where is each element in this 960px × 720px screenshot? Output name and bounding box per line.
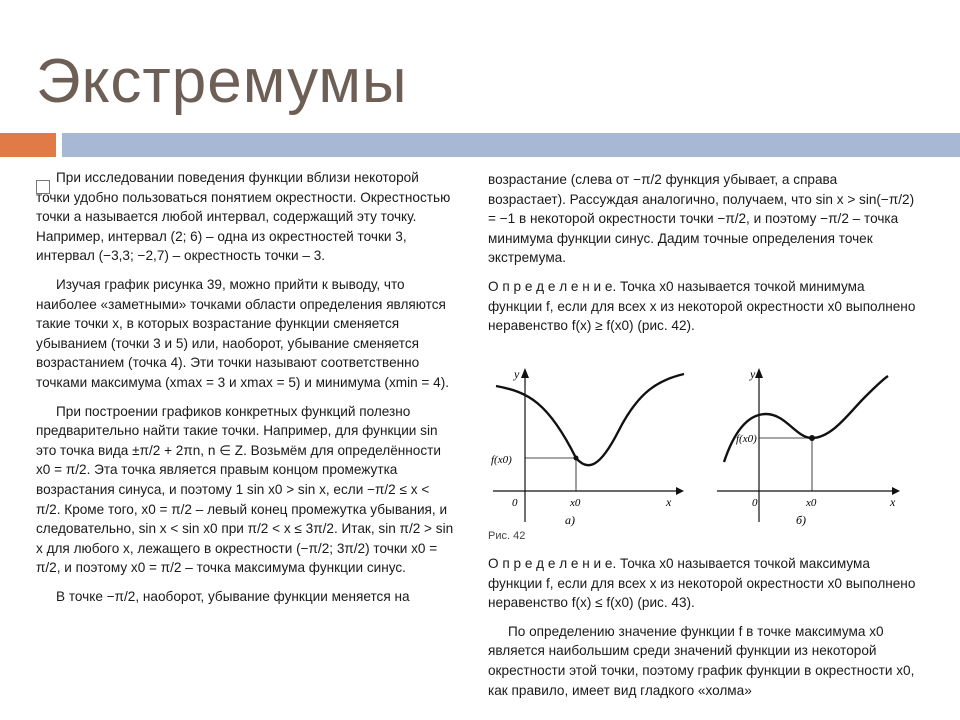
left-column	[36, 168, 456, 615]
origin-label: 0	[752, 497, 758, 509]
right-column-lower	[488, 554, 918, 709]
accent-bar-blue	[62, 133, 960, 157]
left-paragraph-1: При исследовании поведения функции вблизи некоторой точки удобно пользоваться понятием окрестности. Окрестностью точки a называется любой интервал, содержащий эту точку. Например, интервал (2; 6) – одна из окрестностей точки 3, интервал (−3,3; −2,7) – окрестность точки – 3.	[36, 170, 451, 264]
origin-label: 0	[512, 497, 518, 509]
x-label: x	[890, 495, 896, 509]
y-axis-arrow-icon	[521, 368, 529, 378]
left-paragraph-3: При построении графиков конкретных функций полезно предварительно найти такие точки. Например, для функции sin это точка вида ±π/2 + 2πn, n ∈ Z. Возьмём для определённости x0 = π/2. Эта точка является правым концом промежутка возрастания синуса, и поэтому 1 sin x0 > sin x, если −π/2 ≤ x < π/2. Кроме того, x0 = π/2 – левый конец промежутка убывания, и следовательно, sin x < sin x0 при π/2 < x ≤ 3π/2. Итак, sin π/2 > sin x для любого x, лежащего в окрестности (−π/2; 3π/2) точки x0 = π/2, и поэтому x0 = π/2 – точка максимума функции синус.	[36, 403, 454, 576]
extremum-point	[574, 456, 579, 461]
graph-letter: а)	[565, 513, 575, 527]
x-axis-arrow-icon	[676, 487, 684, 495]
graph-maximum	[712, 362, 917, 532]
x0-label: x0	[570, 497, 581, 509]
graph-minimum	[488, 362, 693, 532]
left-paragraph-4: В точке −π/2, наоборот, убывание функции меняется на	[56, 588, 410, 604]
right-paragraph-1: возрастание (слева от −π/2 функция убывает, а справа возрастает). Рассуждая аналогично, получаем, что sin x > sin(−π/2) = −1 в некоторой окрестности точки −π/2, и поэтому −π/2 – точка минимума функции синус. Дадим точные определения точек экстремума.	[488, 172, 915, 266]
curve	[724, 376, 888, 462]
definition-maximum: О п р е д е л е н и е. Точка x0 называется точкой максимума функции f, если для всех x из некоторой окрестности x0 выполнено неравенство f(x) ≤ f(x0) (рис. 43).	[488, 556, 916, 611]
y-axis-arrow-icon	[755, 368, 763, 378]
right-column	[488, 170, 918, 345]
curve	[496, 374, 684, 465]
figure-caption: Рис. 42	[488, 530, 526, 542]
fx0-label: f(x0)	[736, 433, 757, 445]
left-paragraph-2: Изучая график рисунка 39, можно прийти к выводу, что наиболее «заметными» точками области определения являются такие точки x, в которых возрастание функции сменяется убыванием (точки 3 и 5) или, наоборот, убывание сменяется возрастанием (точка 4). Эти точки называют соответственно точками максимума (xmax = 3 и xmax = 5) и минимума (xmin = 4).	[36, 276, 450, 390]
y-label: y	[514, 367, 520, 381]
graph-letter: б)	[796, 513, 807, 527]
fx0-label: f(x0)	[491, 454, 512, 466]
slide-title: Экстремумы	[36, 47, 408, 116]
extremum-point	[809, 435, 815, 441]
accent-bar-orange	[0, 133, 56, 157]
x0-label: x0	[806, 497, 817, 509]
y-label: y	[750, 367, 756, 381]
right-paragraph-last: По определению значение функции f в точке максимума x0 является наибольшим среди значений функции из некоторой окрестности этой точки, поэтому график функции в окрестности x0, как правило, имеет вид гладкого «холма»	[488, 623, 915, 698]
x-axis-arrow-icon	[892, 487, 900, 495]
definition-minimum: О п р е д е л е н и е. Точка x0 называется точкой минимума функции f, если для всех x из некоторой окрестности x0 выполнено неравенство f(x) ≥ f(x0) (рис. 42).	[488, 278, 916, 334]
x-label: x	[666, 495, 672, 509]
